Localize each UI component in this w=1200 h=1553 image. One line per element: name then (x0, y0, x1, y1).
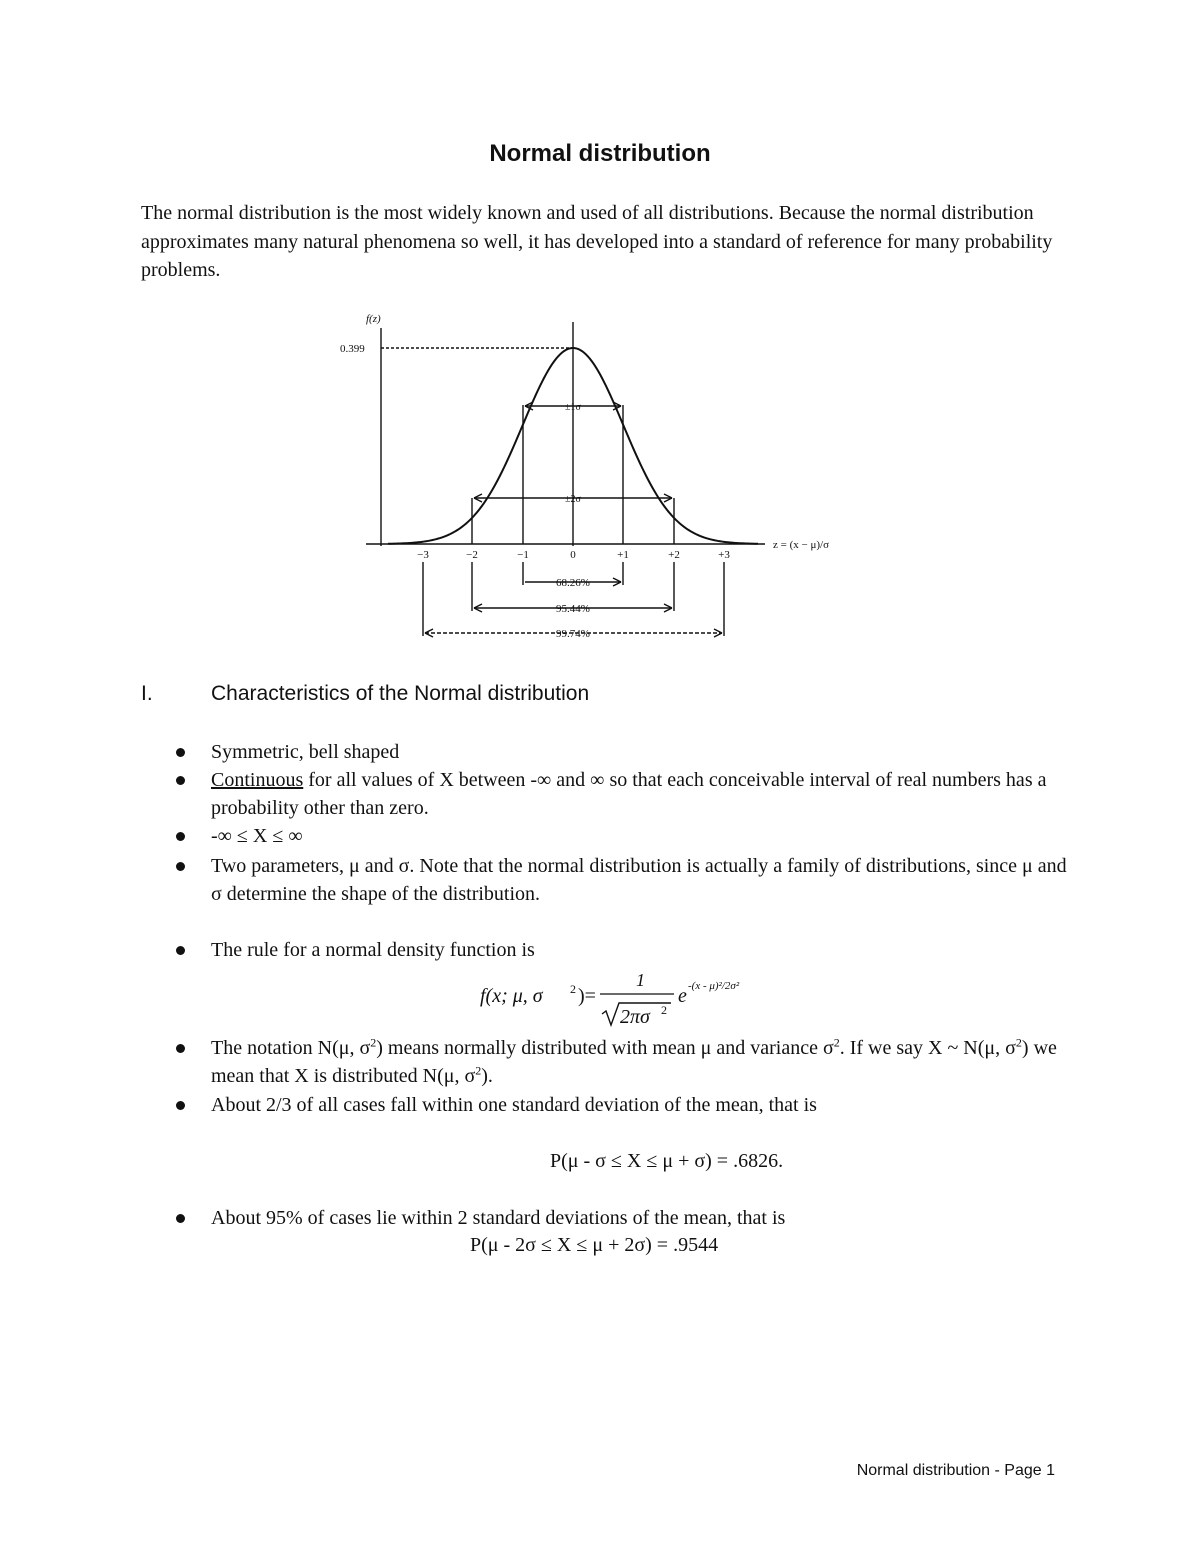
svg-text:2: 2 (570, 982, 576, 996)
tick-label: 0 (570, 549, 576, 561)
bullet-item: About 2/3 of all cases fall within one standard deviation of the mean, that is (211, 1094, 817, 1116)
bullet-text: . If we say X ~ N(μ, σ (839, 1037, 1016, 1059)
svg-text:)=: )= (578, 985, 596, 1007)
formula-denominator: 2πσ (620, 1006, 650, 1028)
svg-text:2: 2 (661, 1003, 667, 1017)
x-axis-label: z = (x − μ)/σ (773, 539, 829, 551)
normal-curve-figure (318, 300, 878, 656)
equation-two-sigma: P(μ - 2σ ≤ X ≤ μ + 2σ) = .9544 (470, 1234, 719, 1256)
y-axis-label: f(z) (366, 313, 381, 325)
tick-label: +2 (668, 549, 680, 561)
bullet-item: -∞ ≤ X ≤ ∞ (211, 825, 303, 847)
formula-numerator: 1 (636, 970, 645, 990)
underlined-term: Continuous (211, 769, 304, 791)
density-formula (478, 968, 798, 1034)
band-1-label: ±1σ (565, 402, 581, 413)
tick-label: −1 (517, 549, 529, 561)
bullet-icon (176, 862, 185, 871)
section-number: I. (141, 682, 153, 705)
bullet-item: About 95% of cases lie within 2 standard deviations of the mean, that is (211, 1207, 786, 1229)
bullet-item: Two parameters, μ and σ. Note that the normal distribution is actually a family of distributions, since μ and σ determine the shape of the distribution. (211, 855, 1067, 905)
page-footer: Normal distribution - Page 1 (856, 1462, 1055, 1479)
band-2-label: ±2σ (565, 494, 581, 505)
page-title: Normal distribution (489, 140, 711, 167)
bullet-text: ). (481, 1065, 493, 1087)
bullet-icon (176, 1101, 185, 1110)
bullet-icon (176, 776, 185, 785)
intro-paragraph: The normal distribution is the most widely known and used of all distributions. Because the normal distribution approximates many natural phenomena so well, it has developed into a standard of reference for many probability problems. (141, 202, 1053, 281)
coverage-label: 95.44% (556, 603, 590, 615)
coverage-label: 99.74% (556, 628, 590, 640)
tick-label: −2 (466, 549, 478, 561)
bullet-text: for all values of X between -∞ and ∞ so that each conceivable interval of real numbers has a probability other than zero. (211, 769, 1047, 819)
bullet-icon (176, 1214, 185, 1223)
peak-value-label: 0.399 (340, 343, 365, 355)
formula-exponent: -(x - μ)²/2σ² (688, 980, 740, 992)
bullet-item: The rule for a normal density function is (211, 939, 535, 961)
svg-text:e: e (678, 985, 687, 1007)
bullet-text: ) we mean that X is distributed N(μ, σ (211, 1037, 1057, 1087)
coverage-label: 68.26% (556, 577, 590, 589)
bullet-item (211, 766, 1071, 822)
bullet-icon (176, 832, 185, 841)
tick-label: +1 (617, 549, 629, 561)
bullet-icon (176, 748, 185, 757)
bullet-text: The notation N(μ, σ (211, 1037, 371, 1059)
bullet-icon (176, 946, 185, 955)
equation-one-sigma: P(μ - σ ≤ X ≤ μ + σ) = .6826. (550, 1150, 784, 1172)
bullet-text: ) means normally distributed with mean μ and variance σ (376, 1037, 834, 1059)
tick-label: −3 (417, 549, 429, 561)
bullet-icon (176, 1044, 185, 1053)
bullet-item: The notation N(μ, $\sigma^2$) means normally distributed with mean μ and variance $\sigma^2$. If we say X ~ N(μ, $\sigma^2$) we mean that X is distributed N(μ, $\sigma^2$). (211, 1035, 1057, 1087)
section-title: Characteristics of the Normal distribution (211, 682, 590, 705)
formula-lhs: f(x; μ, σ (480, 985, 543, 1007)
bullet-item: Symmetric, bell shaped (211, 741, 400, 763)
tick-label: +3 (718, 549, 730, 561)
